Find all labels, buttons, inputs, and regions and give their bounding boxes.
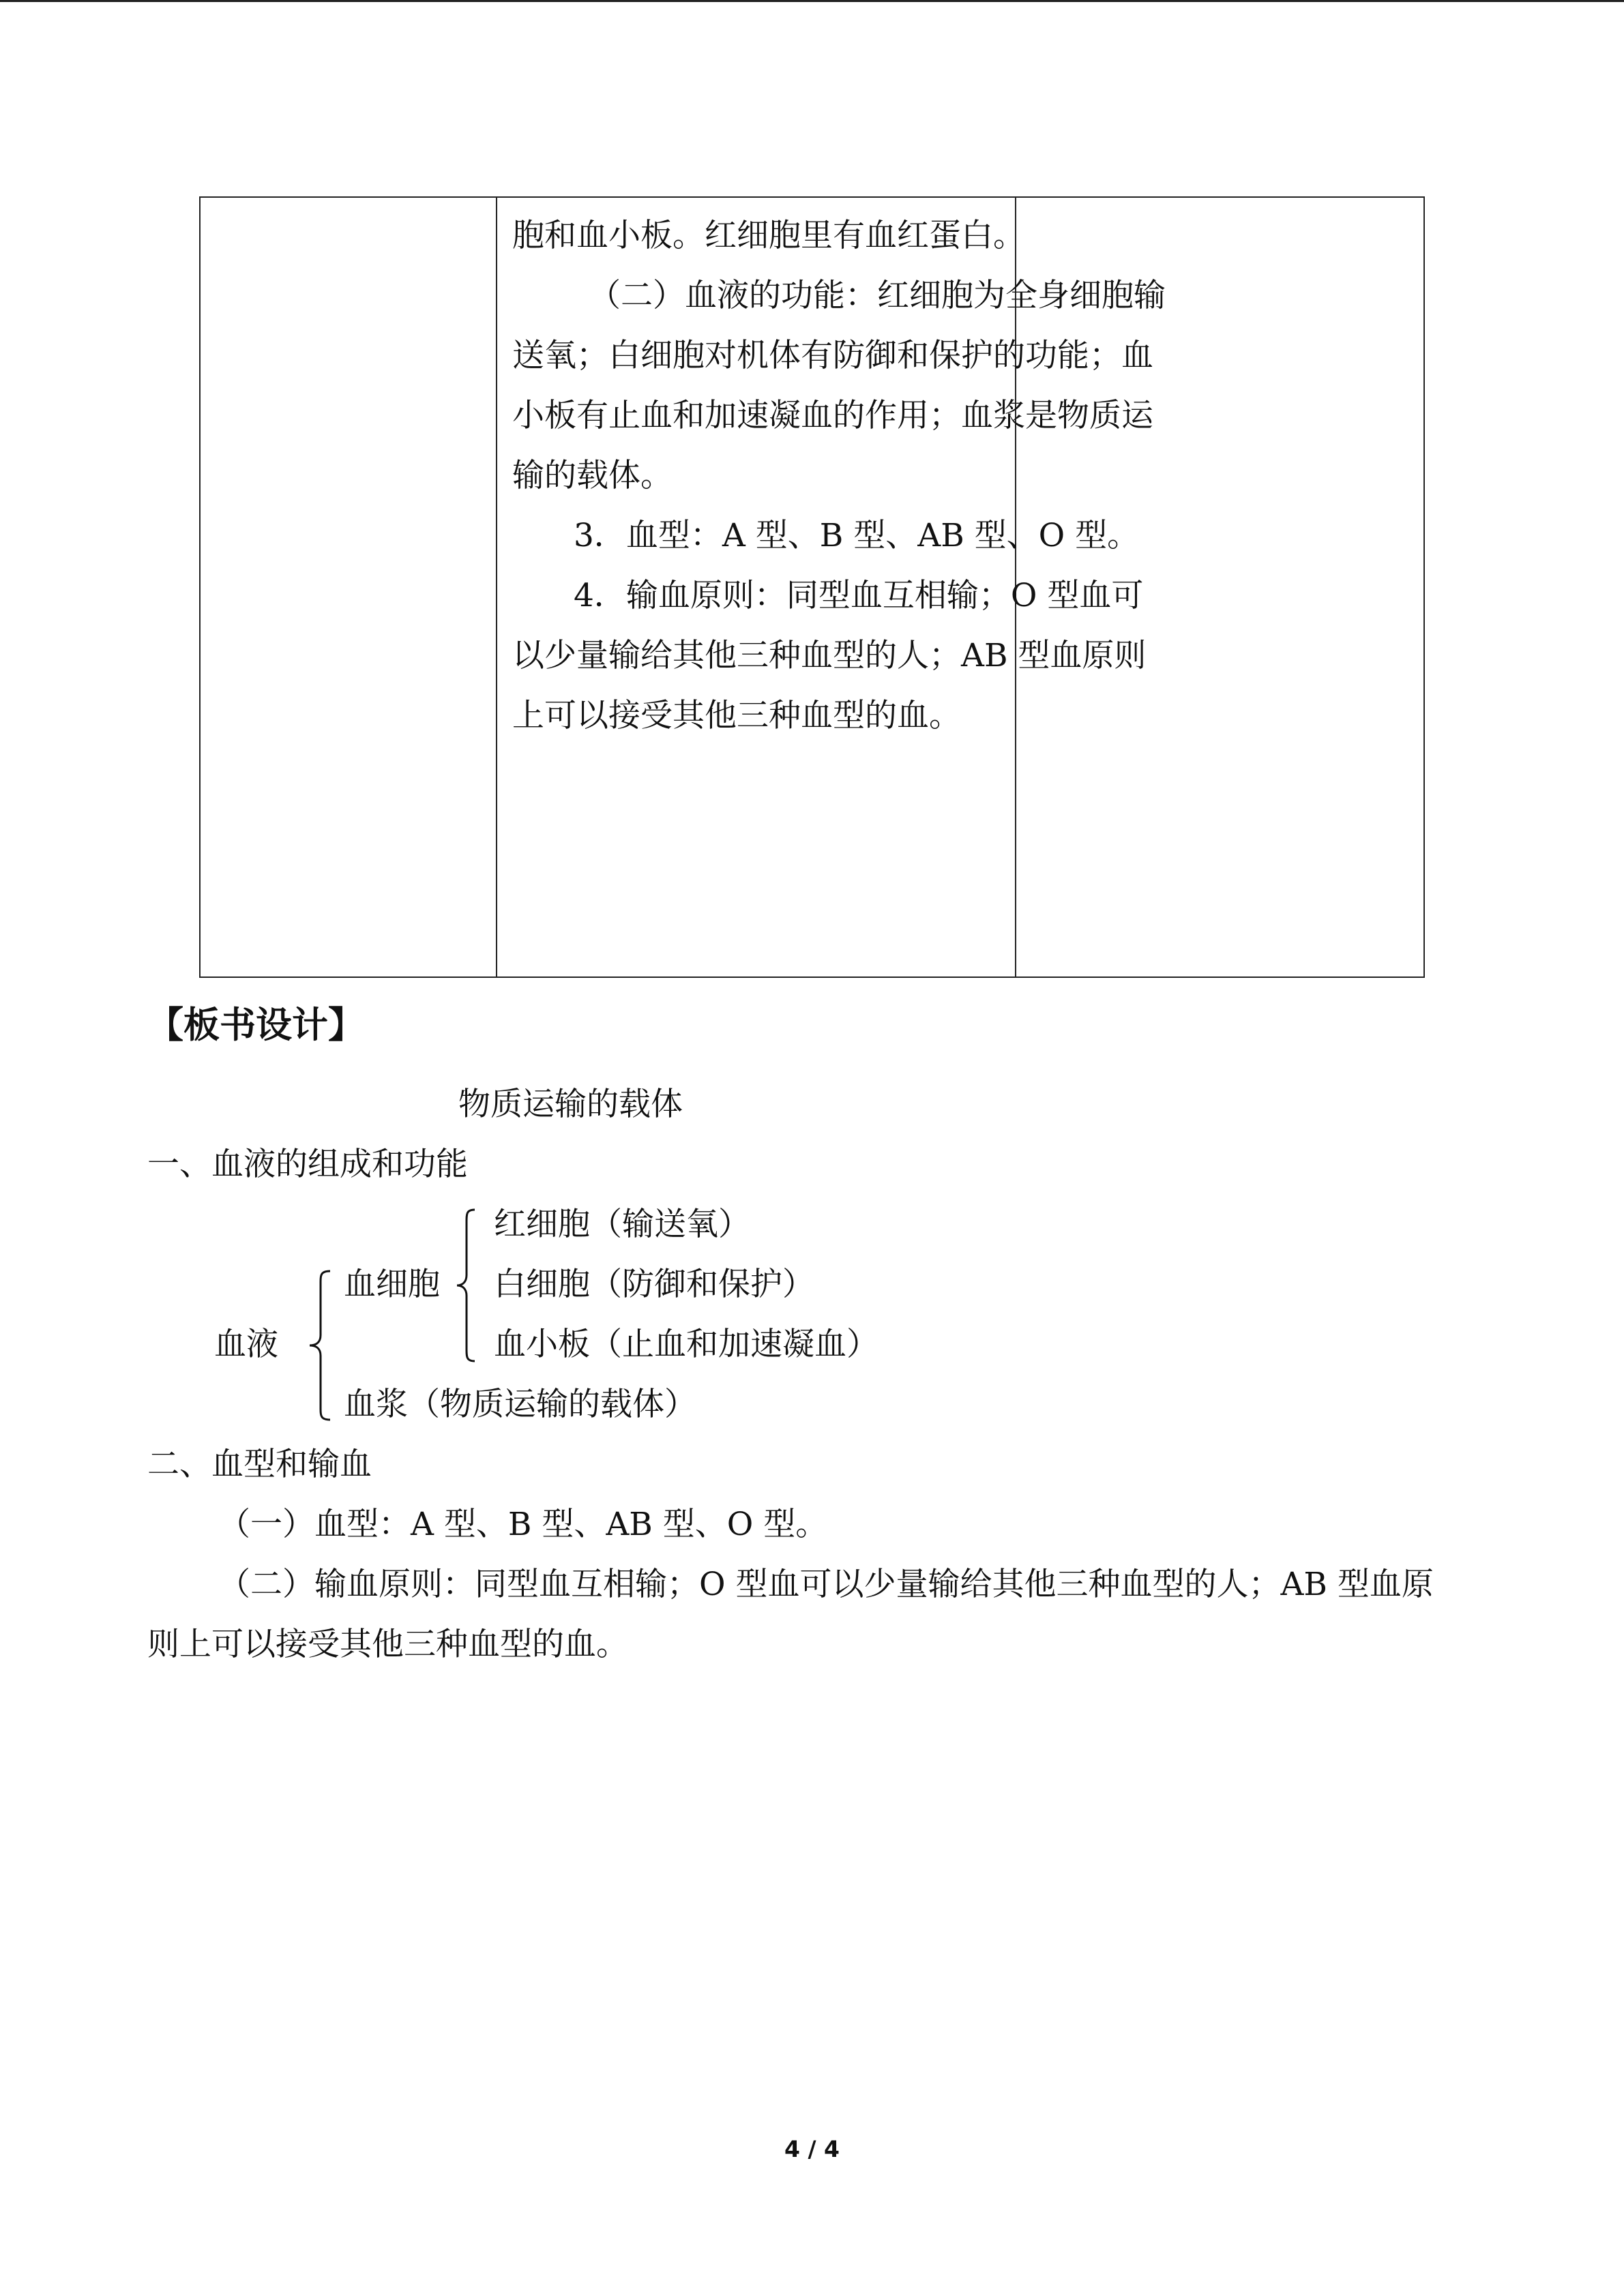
blood-type-line: （一）血型：A 型、B 型、AB 型、O 型。 bbox=[218, 1506, 828, 1543]
outer-brace-icon bbox=[308, 1270, 336, 1421]
cell-paragraph-3: 3．血型：A 型、B 型、AB 型、O 型。 bbox=[574, 517, 1140, 554]
top-border-line bbox=[0, 0, 1624, 2]
inner-brace-icon bbox=[456, 1208, 480, 1362]
cell-paragraph-1: 胞和血小板。红细胞里有血红蛋白。 bbox=[512, 217, 1025, 254]
plasma-item: 血浆（物质运输的载体） bbox=[344, 1386, 696, 1423]
part2-heading: 二、血型和输血 bbox=[147, 1446, 372, 1483]
red-cell-item: 红细胞（输送氧） bbox=[494, 1206, 750, 1243]
page-number: 4 / 4 bbox=[784, 2136, 840, 2162]
white-cell-item: 白细胞（防御和保护） bbox=[494, 1266, 814, 1303]
board-design-title: 【板书设计】 bbox=[147, 1004, 364, 1046]
lesson-table bbox=[199, 196, 1425, 978]
cell-paragraph-2: （二）血液的功能：红细胞为全身细胞输送氧；白细胞对机体有防御和保护的功能；血小板有止血和加速凝血的作用；血浆是物质运输的载体。 bbox=[512, 277, 1166, 494]
table-content-cell bbox=[512, 206, 1167, 746]
table-column-divider-1 bbox=[496, 198, 497, 976]
platelet-item: 血小板（止血和加速凝血） bbox=[494, 1326, 879, 1363]
transfusion-principle-line-1: （二）输血原则：同型血互相输；O 型血可以少量输给其他三种血型的人；AB 型血原 bbox=[218, 1566, 1434, 1603]
blood-cells-label: 血细胞 bbox=[344, 1266, 440, 1303]
part1-heading: 一、血液的组成和功能 bbox=[147, 1146, 468, 1183]
transfusion-principle-line-2: 则上可以接受其他三种血型的血。 bbox=[147, 1626, 628, 1663]
board-center-title: 物质运输的载体 bbox=[458, 1086, 683, 1123]
cell-paragraph-4: 4．输血原则：同型血互相输；O 型血可以少量输给其他三种血型的人；AB 型血原则上可以接受其他三种血型的血。 bbox=[512, 577, 1147, 734]
blood-label: 血液 bbox=[214, 1326, 278, 1363]
